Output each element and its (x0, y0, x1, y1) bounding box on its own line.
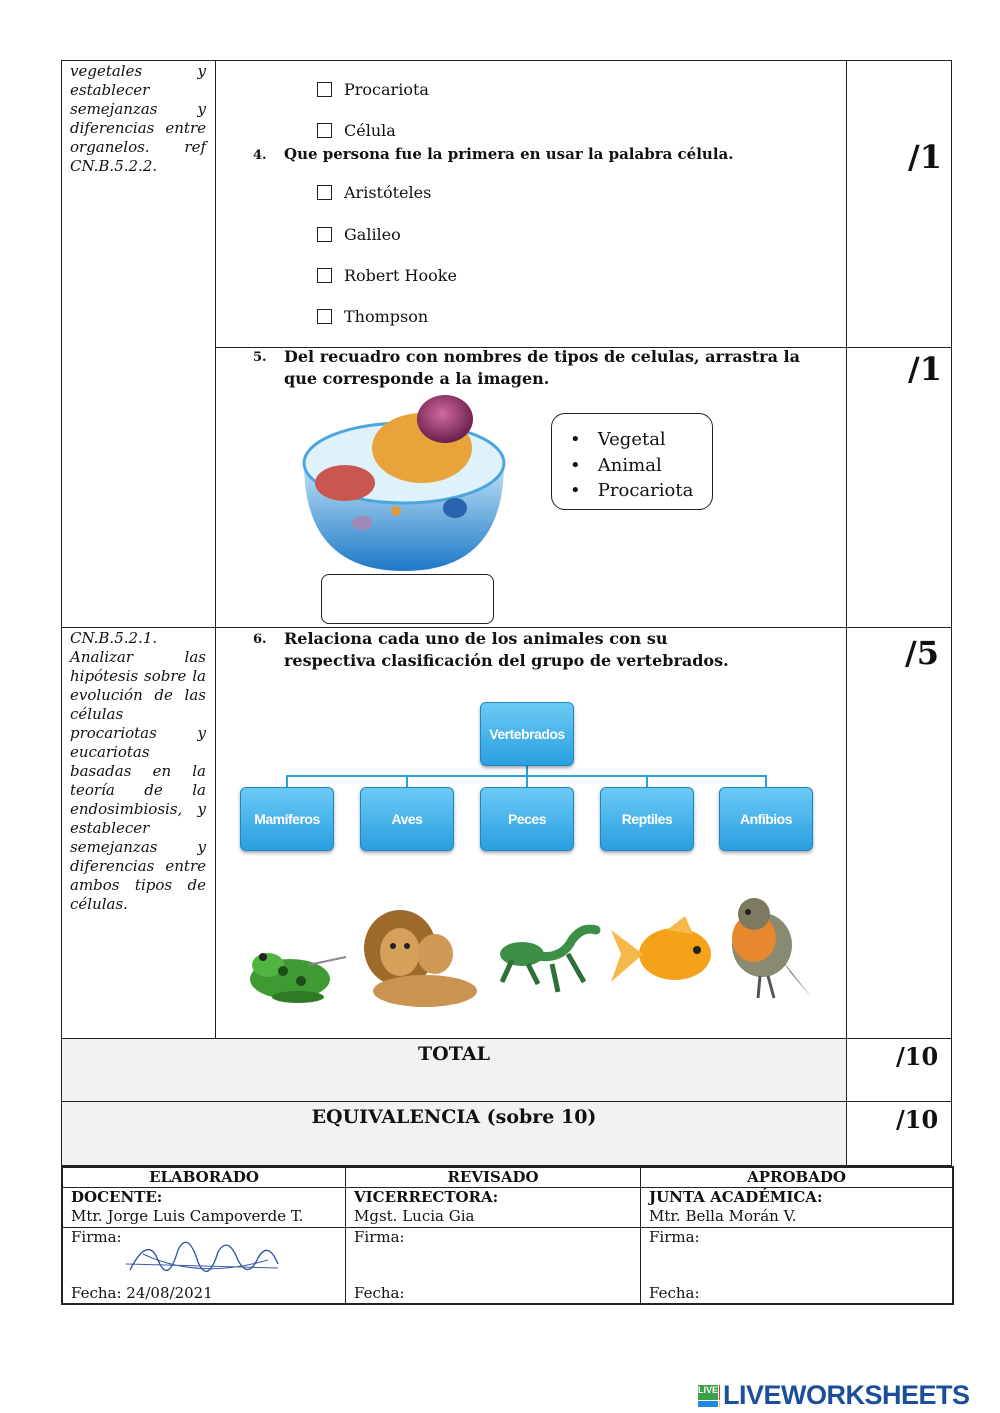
question-5-text: Del recuadro con nombres de tipos de celulas, arrastra la que corresponde a la imagen. (284, 347, 800, 388)
node-reptiles[interactable]: Reptiles (600, 787, 694, 851)
node-aves[interactable]: Aves (360, 787, 454, 851)
liveworksheets-logo[interactable] (698, 1380, 970, 1411)
question-number-5: 5. (253, 350, 267, 365)
node-vertebrados: Vertebrados (480, 702, 574, 766)
node-anfibios[interactable]: Anfibios (719, 787, 813, 851)
animal-cell-image (300, 393, 508, 573)
checkbox[interactable] (317, 185, 332, 200)
checkbox[interactable] (317, 123, 332, 138)
q4-option-robert-hooke[interactable]: Robert Hooke (317, 266, 457, 285)
name-junta: Mtr. Bella Morán V. (649, 1207, 797, 1225)
frog-image[interactable] (238, 935, 348, 1007)
checkbox[interactable] (317, 268, 332, 283)
question-number-6: 6. (253, 632, 267, 647)
question-number-4: 4. (253, 148, 267, 163)
fecha-3: Fecha: (649, 1283, 700, 1302)
lion-image[interactable] (355, 906, 480, 1011)
role-junta: JUNTA ACADÉMICA: (649, 1188, 823, 1206)
node-peces[interactable]: Peces (480, 787, 574, 851)
checkbox[interactable] (317, 227, 332, 242)
answer-drop-box[interactable] (321, 574, 494, 624)
question-6-text: Relaciona cada uno de los animales con su respectiva clasificación del grupo de vertebrados. (284, 629, 729, 670)
learning-objective-bottom: CN.B.5.2.1. Analizar las hipótesis sobre la evolución de las células procariotas y eucariotas basadas en la teoría de la endosimbiosis, y establecer semejanzas y diferencias entre ambos tipos de células. (70, 629, 206, 913)
q4-option-galileo[interactable]: Galileo (317, 225, 401, 244)
role-docente: DOCENTE: (71, 1188, 163, 1206)
checkbox[interactable] (317, 82, 332, 97)
score-q5: /1 (908, 350, 942, 388)
fecha-2: Fecha: (354, 1283, 405, 1302)
logo-badge-icon: LIVE (698, 1385, 720, 1407)
signature-table (61, 1166, 954, 1305)
q4-option-aristoteles[interactable]: Aristóteles (317, 183, 431, 202)
firma-label-3: Firma: (649, 1228, 700, 1246)
logo-text: LIVEWORKSHEETS (723, 1380, 970, 1410)
q3-option-celula[interactable]: Célula (317, 121, 396, 140)
question-4-text: Que persona fue la primera en usar la palabra célula. (284, 145, 734, 163)
total-score: /10 (896, 1042, 939, 1071)
header-elaborado: ELABORADO (62, 1167, 346, 1188)
choice-animal[interactable]: • Animal (570, 454, 662, 476)
signature-scribble (118, 1230, 283, 1290)
equivalencia-score: /10 (896, 1105, 939, 1134)
score-q6: /5 (905, 634, 939, 672)
cell-type-choices (551, 413, 713, 510)
fecha-1: Fecha: 24/08/2021 (71, 1283, 213, 1302)
choice-vegetal[interactable]: • Vegetal (570, 429, 666, 450)
name-docente: Mtr. Jorge Luis Campoverde T. (71, 1207, 304, 1225)
choice-procariota[interactable]: • Procariota (570, 480, 694, 501)
total-label: TOTAL (418, 1043, 490, 1065)
equivalencia-label: EQUIVALENCIA (sobre 10) (311, 1106, 597, 1128)
goldfish-image[interactable] (607, 912, 719, 994)
checkbox[interactable] (317, 309, 332, 324)
learning-objective-top: vegetales y establecer semejanzas y diferencias entre organelos. ref CN.B.5.2.2. (70, 62, 206, 175)
node-mamiferos[interactable]: Mamíferos (240, 787, 334, 851)
score-q4: /1 (908, 138, 942, 176)
lizard-image[interactable] (492, 920, 602, 1002)
q4-option-thompson[interactable]: Thompson (317, 307, 428, 326)
header-aprobado: APROBADO (641, 1167, 954, 1188)
name-vicerrectora: Mgst. Lucia Gia (354, 1207, 475, 1225)
firma-label-2: Firma: (354, 1228, 405, 1246)
q3-option-procariota[interactable]: Procariota (317, 80, 429, 99)
role-vicerrectora: VICERRECTORA: (354, 1188, 499, 1206)
header-revisado: REVISADO (346, 1167, 641, 1188)
robin-image[interactable] (724, 890, 816, 1005)
firma-label-1: Firma: (71, 1228, 122, 1246)
